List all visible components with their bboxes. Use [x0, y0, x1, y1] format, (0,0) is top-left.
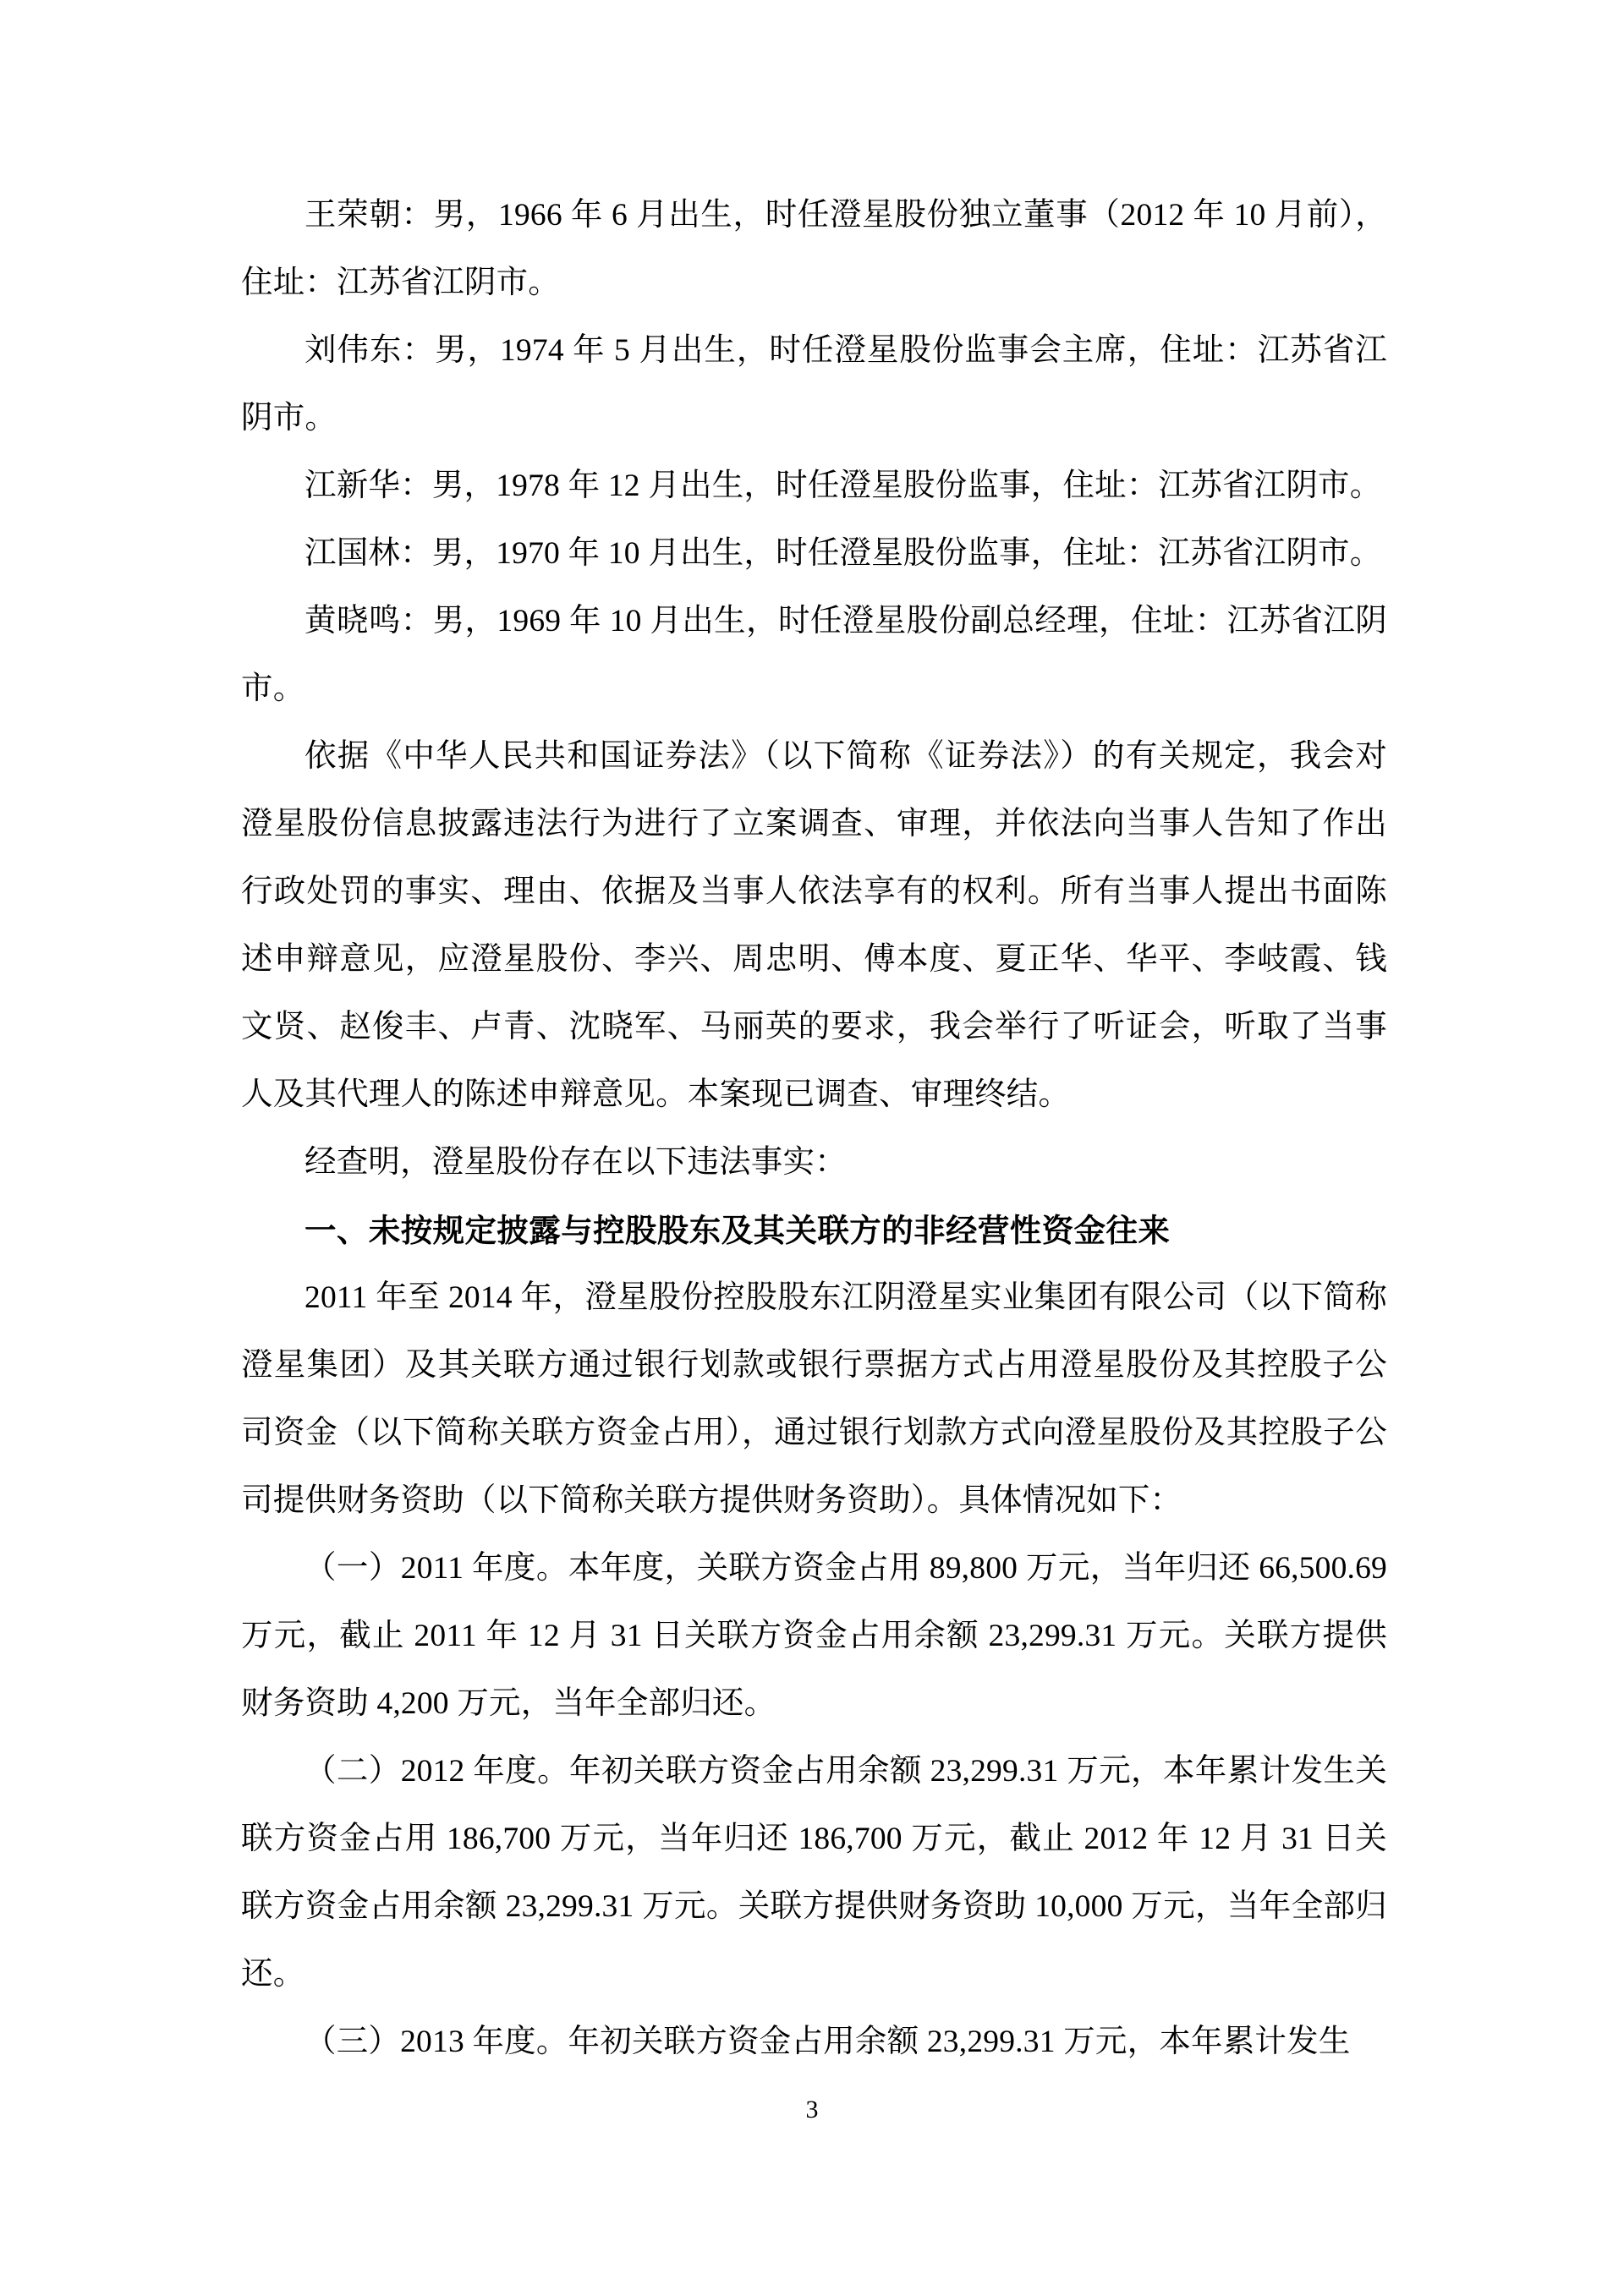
paragraph-party-wang-rongchao: 王荣朝：男，1966 年 6 月出生，时任澄星股份独立董事（2012 年 10 月前），住址：江苏省江阴市。: [241, 198, 1387, 300]
paragraph-party-jiang-guolin: 江国林：男，1970 年 10 月出生，时任澄星股份监事，住址：江苏省江阴市。: [304, 536, 1382, 571]
paragraph-party-liu-weidong: 刘伟东：男，1974 年 5 月出生，时任澄星股份监事会主席，住址：江苏省江阴市。: [241, 333, 1387, 436]
paragraph-legal-basis-and-procedure: 依据《中华人民共和国证券法》（以下简称《证券法》）的有关规定，我会对澄星股份信息披露违法行为进行了立案调查、审理，并依法向当事人告知了作出行政处罚的事实、理由、依据及当事人依法享有的权利。所有当事人提出书面陈述申辩意见，应澄星股份、李兴、周忠明、傅本度、夏正华、华平、李岐霞、钱文贤、赵俊丰、卢青、沈晓军、马丽英的要求，我会举行了听证会，听取了当事人及其代理人的陈述申辩意见。本案现已调查、审理终结。: [241, 739, 1387, 1112]
paragraph-party-jiang-xinhua: 江新华：男，1978 年 12 月出生，时任澄星股份监事，住址：江苏省江阴市。: [304, 469, 1382, 503]
paragraph-section-one-overview: 2011 年至 2014 年，澄星股份控股股东江阴澄星实业集团有限公司（以下简称澄星集团）及其关联方通过银行划款或银行票据方式占用澄星股份及其控股子公司资金（以下简称关联方资金占用），通过银行划款方式向澄星股份及其控股子公司提供财务资助（以下简称关联方提供财务资助）。具体情况如下：: [241, 1280, 1387, 1518]
paragraph-findings-intro: 经查明，澄星股份存在以下违法事实：: [304, 1145, 847, 1180]
section-heading-one: 一、未按规定披露与控股股东及其关联方的非经营性资金往来: [304, 1213, 1171, 1248]
paragraph-item-2012: （二）2012 年度。年初关联方资金占用余额 23,299.31 万元，本年累计发生关联方资金占用 186,700 万元，当年归还 186,700 万元，截止 2012 年 12 月 31 日关联方资金占用余额 23,299.31 万元。关联方提供财务资助 10,000 万元，当年全部归还。: [241, 1754, 1387, 1992]
page-number: 3: [805, 2096, 819, 2123]
paragraph-party-huang-xiaoming: 黄晓鸣：男，1969 年 10 月出生，时任澄星股份副总经理，住址：江苏省江阴市。: [241, 604, 1387, 706]
paragraph-item-2013: （三）2013 年度。年初关联方资金占用余额 23,299.31 万元，本年累计发生: [304, 2025, 1351, 2059]
document-body: [241, 182, 1387, 2076]
paragraph-item-2011: （一）2011 年度。本年度，关联方资金占用 89,800 万元，当年归还 66,500.69 万元，截止 2011 年 12 月 31 日关联方资金占用余额 23,299.31 万元。关联方提供财务资助 4,200 万元，当年全部归还。: [241, 1551, 1387, 1721]
